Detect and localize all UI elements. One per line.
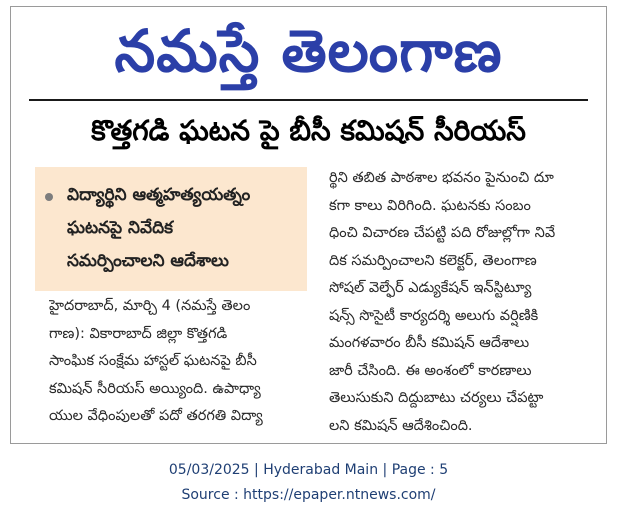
body-line: షన్స్ సొసైటీ కార్యదర్శి అలుగు వర్షిణికి <box>329 307 539 324</box>
body-line: హైదరాబాద్, మార్చి 4 (నమస్తే తెలం <box>49 298 251 314</box>
body-line: గాణ): వికారాబాద్ జిల్లా కొత్తగడి <box>49 325 228 342</box>
body-line: మంగళవారం బీసీ కమిషన్ ఆదేశాలు <box>329 335 530 351</box>
footer-date-edition: 05/03/2025 | Hyderabad Main | Page : 5 <box>168 462 449 478</box>
body-line: లని కమిషన్ ఆదేశించింది. <box>329 417 473 434</box>
footer-source: Source : https://epaper.ntnews.com/ <box>181 487 436 503</box>
body-line: సాంఘిక సంక్షేమ హాస్టల్ ఘటనపై బీసీ <box>49 353 257 369</box>
body-line: జారీ చేసింది. ఈ అంశంలో కారణాలు <box>329 362 532 379</box>
body-line: కమిషన్ సీరియస్ అయ్యింది. ఉపాధ్యా <box>49 380 261 397</box>
body-line: తెలుసుకుని దిద్దుబాటు చర్యలు చేపట్టా <box>329 390 544 406</box>
newspaper-clipping <box>10 6 607 444</box>
body-line: కగా కాలు విరిగింది. ఘటనకు సంబం <box>329 197 531 214</box>
bullet-icon <box>45 193 53 201</box>
body-line: ర్థిని తబిత పాఠశాల భవనం పైనుంచి దూ <box>329 170 554 186</box>
article-headline: కొత్తగడి ఘటన పై బీసీ కమిషన్ సీరియస్ <box>91 114 526 147</box>
body-line: సోషల్ వెల్ఫేర్ ఎడ్యుకేషన్ ఇన్‌స్టిట్యూ <box>329 280 532 296</box>
masthead-logo: నమస్తే తెలంగాణ <box>114 17 503 85</box>
article-column-left <box>49 293 313 431</box>
highlight-line: ఘటనపై నివేదిక <box>67 218 173 238</box>
masthead-divider <box>29 99 588 101</box>
article-column-right <box>329 165 607 440</box>
body-line: యుల వేధింపులతో పదో తరగతి విద్యా <box>49 408 263 424</box>
body-line: దిక సమర్పించాలని కలెక్టర్, తెలంగాణ <box>329 252 537 269</box>
body-line: ధించి విచారణ చేపట్టి పది రోజుల్లోగా నివే <box>329 225 556 241</box>
highlight-line: విద్యార్థిని ఆత్మహత్యయత్నం <box>67 185 251 205</box>
highlight-box <box>35 167 307 291</box>
highlight-line: సమర్పించాలని ఆదేశాలు <box>67 251 229 271</box>
